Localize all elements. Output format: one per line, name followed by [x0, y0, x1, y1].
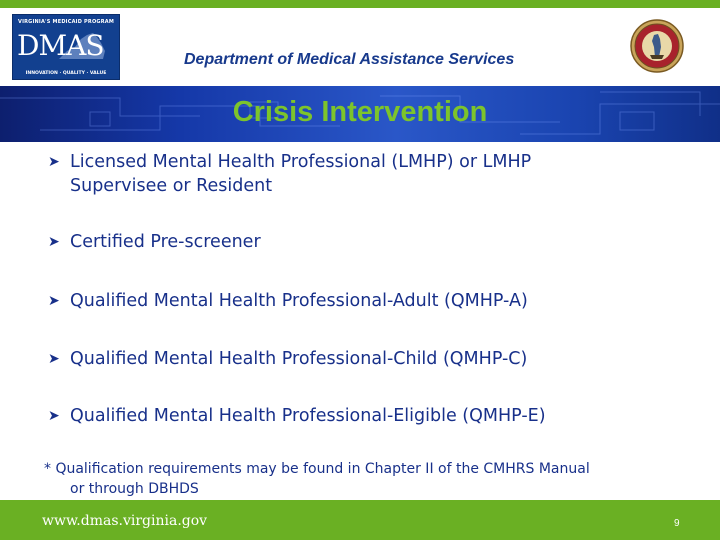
list-item — [48, 150, 648, 198]
footer-url: www.dmas.virginia.gov — [42, 513, 208, 529]
list-item — [48, 230, 648, 254]
slide-title: Crisis Intervention — [232, 96, 488, 128]
list-item — [48, 289, 648, 313]
arrow-bullet-icon: ➤ — [48, 154, 60, 170]
slide-footer — [0, 500, 720, 540]
dmas-logo — [12, 14, 120, 80]
bullet-text: Certified Pre-screener — [70, 232, 261, 252]
logo-bottom-text: INNOVATION · QUALITY · VALUE — [25, 71, 107, 76]
bullet-text-line1: Licensed Mental Health Professional (LMHP) or LMHP — [70, 152, 532, 172]
logo-top-text: VIRGINIA'S MEDICAID PROGRAM — [18, 19, 114, 25]
bullet-text-line2: Supervisee or Resident — [70, 176, 273, 196]
arrow-bullet-icon: ➤ — [48, 293, 60, 309]
department-title: Department of Medical Assistance Services — [184, 51, 515, 68]
top-accent-bar — [0, 0, 720, 8]
arrow-bullet-icon: ➤ — [48, 351, 60, 367]
bullet-text: Qualified Mental Health Professional-Eligible (QMHP-E) — [70, 406, 546, 426]
arrow-bullet-icon: ➤ — [48, 234, 60, 250]
bullet-text: Qualified Mental Health Professional-Adult (QMHP-A) — [70, 291, 528, 311]
virginia-state-seal-icon — [630, 19, 684, 73]
footnote-line1: * Qualification requirements may be found in Chapter II of the CMHRS Manual — [44, 461, 590, 477]
arrow-bullet-icon: ➤ — [48, 408, 60, 424]
list-item — [48, 347, 648, 371]
footnote — [44, 459, 694, 499]
footnote-line2: or through DBHDS — [70, 481, 199, 497]
page-number: 9 — [674, 518, 680, 529]
slide-header — [0, 8, 720, 86]
logo-main-text: DMAS — [17, 29, 104, 62]
list-item — [48, 404, 648, 428]
bullet-text: Qualified Mental Health Professional-Child (QMHP-C) — [70, 349, 528, 369]
title-banner — [0, 86, 720, 142]
